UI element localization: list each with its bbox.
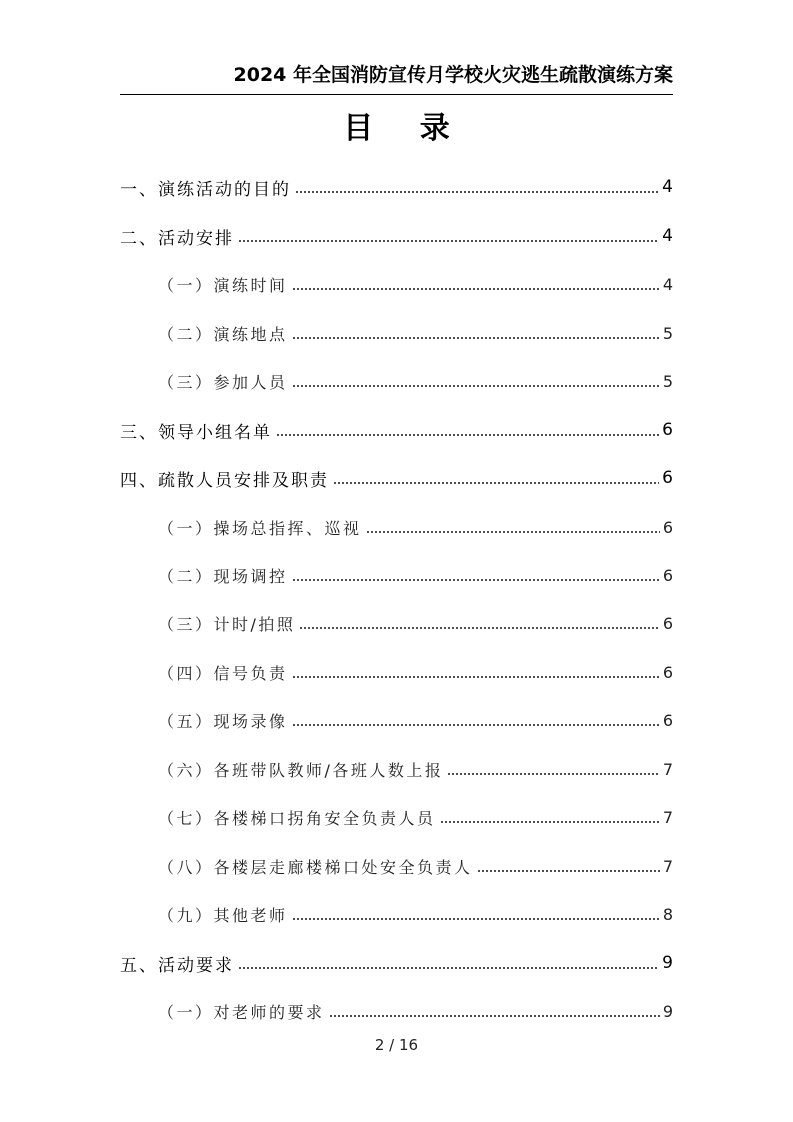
toc-entry-page: 6 [662,662,673,682]
toc-entry-page: 6 [662,710,673,730]
toc-entry-page: 6 [662,420,673,440]
toc-entry-page: 8 [662,904,673,924]
running-header-title: 2024 年全国消防宣传月学校火灾逃生疏散演练方案 [233,64,673,86]
toc-entry-label: （九）其他老师 [158,905,288,925]
toc-entry-page: 9 [662,953,673,973]
toc-entry-page: 4 [662,274,673,294]
toc-dot-leader [447,762,659,776]
toc-dot-leader [292,374,660,388]
toc-entry-page: 9 [662,1001,673,1021]
toc-subentry[interactable] [158,851,673,881]
toc-entry-page: 7 [662,807,673,827]
toc-subentry[interactable] [158,608,673,638]
toc-subentry[interactable] [158,269,673,299]
toc-entry-label: （三）计时/拍照 [158,614,296,634]
toc-entry[interactable] [120,172,673,202]
toc-entry-page: 5 [662,371,673,391]
toc-dot-leader [366,520,660,534]
toc-dot-leader [276,423,659,437]
toc-dot-leader [292,568,660,582]
toc-entry-label: （一）操场总指挥、巡视 [158,518,362,538]
toc-dot-leader [238,956,659,970]
toc-dot-leader [329,1004,660,1018]
toc-entry-page: 7 [662,759,673,779]
toc-entry[interactable] [120,948,673,978]
toc-entry-page: 6 [662,613,673,633]
toc-dot-leader [440,810,660,824]
toc-dot-leader [295,180,659,194]
toc-entry-label: 三、领导小组名单 [120,422,272,443]
toc-subentry[interactable] [158,657,673,687]
page-number: 2 / 16 [374,1036,419,1054]
toc-dot-leader [292,326,660,340]
toc-dot-leader [333,471,659,485]
toc-heading: 目 录 [343,111,468,146]
toc-dot-leader [299,616,659,630]
toc-subentry[interactable] [158,705,673,735]
toc-entry-label: （五）现场录像 [158,711,288,731]
toc-entry-label: 五、活动要求 [120,955,234,976]
toc-dot-leader [292,907,660,921]
toc-entry[interactable] [120,463,673,493]
toc-entry-page: 5 [662,323,673,343]
toc-dot-leader [292,713,660,727]
toc-entry-label: （六）各班带队教师/各班人数上报 [158,760,444,780]
toc-entry-label: （三）参加人员 [158,372,288,392]
toc-entry-label: 二、活动安排 [120,228,234,249]
toc-entry-label: 四、疏散人员安排及职责 [120,470,329,491]
toc-entry-label: （八）各楼层走廊楼梯口处安全负责人 [158,857,473,877]
toc-subentry[interactable] [158,366,673,396]
toc-dot-leader [292,277,660,291]
toc-dot-leader [477,859,660,873]
toc-dot-leader [292,665,660,679]
toc-entry-label: （二）现场调控 [158,566,288,586]
toc-entry-label: （一）演练时间 [158,275,288,295]
toc-subentry[interactable] [158,560,673,590]
toc-entry-label: （四）信号负责 [158,663,288,683]
toc-entry-page: 4 [662,177,673,197]
toc-subentry[interactable] [158,802,673,832]
toc-entry-page: 6 [662,565,673,585]
toc-dot-leader [238,229,659,243]
toc-entry-label: （七）各楼梯口拐角安全负责人员 [158,808,436,828]
toc-subentry[interactable] [158,318,673,348]
toc-subentry[interactable] [158,899,673,929]
toc-entry-label: 一、演练活动的目的 [120,179,291,200]
toc-entry-page: 6 [662,517,673,537]
toc-entry[interactable] [120,221,673,251]
toc-subentry[interactable] [158,754,673,784]
toc-subentry[interactable] [158,996,673,1026]
toc-entry-label: （二）演练地点 [158,324,288,344]
toc-entry-page: 4 [662,226,673,246]
toc-entry[interactable] [120,415,673,445]
toc-entry-label: （一）对老师的要求 [158,1002,325,1022]
toc-subentry[interactable] [158,512,673,542]
toc-entry-page: 6 [662,468,673,488]
toc-entry-page: 7 [662,856,673,876]
